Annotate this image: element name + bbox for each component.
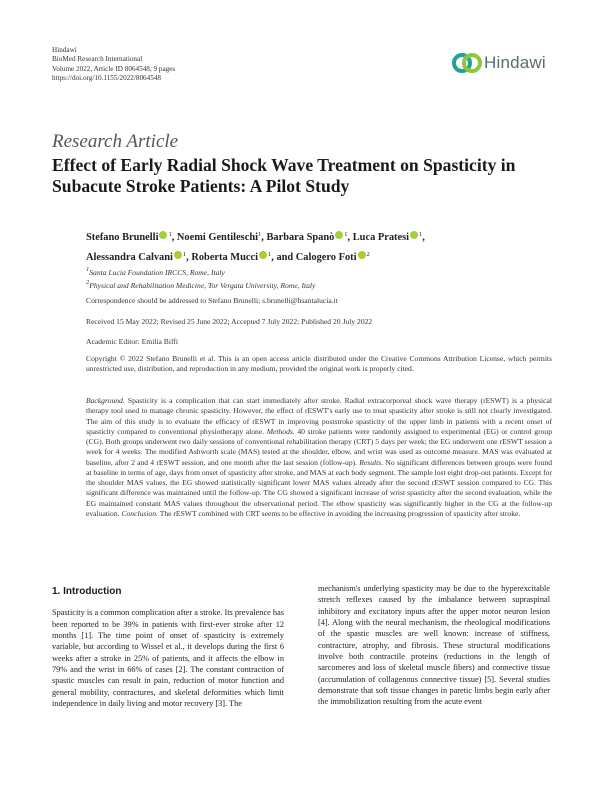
author-separator: , [261,232,267,243]
logo-text: Hindawi [484,53,546,72]
journal-meta [52,46,175,84]
intro-right-column [318,583,550,708]
article-title: Effect of Early Radial Shock Wave Treatment on Spasticity in Subacute Stroke Patients: A Pilot Study [52,155,516,196]
author-affiliation-mark: 1 [419,231,423,238]
author-separator: , [171,232,177,243]
abstract-conclusion-label: Conclusion. [121,508,158,518]
author-name: Luca Pratesi [352,232,410,243]
author-name: Barbara Spanò [266,232,335,243]
academic-editor: Academic Editor: Emilia Biffi [86,337,179,346]
copyright-notice: Copyright © 2022 Stefano Brunelli et al. This is an open access article distributed under the Creative Commons Attribution License, which permits unrestricted use, distribution, and reproduction in any medium, provided the original work is properly cited. [86,354,552,374]
doi-link[interactable]: https://doi.org/10.1155/2022/8064548 [52,74,162,83]
hindawi-logo [452,50,552,78]
author-name: Calogero Foti [295,252,357,263]
abstract-background-label: Background. [86,396,125,405]
journal-name: BioMed Research International [52,55,143,64]
author-separator: , and [271,252,296,263]
author-name: Noemi Gentileschi [176,232,258,243]
orcid-icon[interactable] [159,231,167,239]
abstract-conclusion: The rESWT combined with CRT seems to be effective in avoiding the increasing progression of spasticity after stroke. [157,508,521,518]
abstract-methods-label: Methods. [266,426,295,436]
author-separator: , [422,232,425,243]
author-affiliation-mark: 2 [366,251,370,258]
section-heading: 1. Introduction [52,586,122,597]
author-affiliation-mark: 1 [168,231,172,238]
intro-paragraph-left: Spasticity is a common complication after a stroke. Its prevalence has been reported to be 39% in patients with first-ever stroke after 12 months [1]. The time point of onset of spasticity is extremely variable, but according to Wissel et al., it develops during the first 6 weeks after a stroke in 25% of patients, and it affects the elbow in 79% and the wrist in 66% of cases [2]. The constant contraction of spastic muscles can result in pain, reduction of motor function and general mobility, contractures, and skeletal deformities which limit independence in daily living and motor recovery [3]. The [52,608,284,709]
affiliation-text: Santa Lucia Foundation IRCCS, Rome, Italy [89,268,225,277]
author-name: Stefano Brunelli [86,232,159,243]
author-affiliation-mark: 1 [268,251,272,258]
author-name: Roberta Mucci [191,252,258,263]
orcid-icon[interactable] [335,231,343,239]
intro-left-column [52,586,284,709]
abstract-methods: 40 stroke patients were randomly assigned to experimental (EG) or control group (CG). Both groups underwent two daily sessions of conventional rehabilitation therapy (CRT) 5 days per week; the EG underwent one rESWT session a week for 4 weeks. The modified Ashworth scale (MAS) tested at the shoulder, elbow, and wrist was used as outcome measure. MAS was evaluated at baseline, after 2 and 4 rESWT session, and one month after the last session (follow-up). [86,426,552,467]
author-separator: , [347,232,353,243]
abstract-results: No significant differences between groups were found at baseline in terms of age, days from onset of spasticity after stroke, and MAS at each body segment. The sample lost eight drop-out patients. Except for the shoulder MAS values, the EG showed statistically significant lower MAS values already after the second rESWT session compared to CG. This significant difference was maintained until the follow-up. The CG showed a significant increase of wrist spasticity after the second evaluation, while the EG maintained constant MAS values throughout the observational period. The elbow spasticity was significantly higher in the CG at the follow-up evaluation. [86,457,552,518]
orcid-icon[interactable] [358,251,366,259]
received-dates: Received 15 May 2022; Revised 25 June 2022; Accepted 7 July 2022; Published 20 July 2022 [86,317,373,326]
correspondence: Correspondence should be addressed to Stefano Brunelli; s.brunelli@hsantalucia.it [86,296,338,305]
orcid-icon[interactable] [410,231,418,239]
author-name: Alessandra Calvani [86,252,173,263]
intro-paragraph-right: mechanism's underlying spasticity may be due to the hyperexcitable stretch reflexes caused by the imbalance between supraspinal inhibitory and excitatory inputs after the upper motor neuron lesion [4]. Along with the neural mechanism, the rheological modifications of the spastic muscles are well known: increase of stiffness, contracture, atrophy, and fibrosis. These structural modifications involve both contractile proteins (reductions in the length of sarcomeres and loss of skeletal muscle fibers) and connective tissue (accumulation of collagenous connective tissue) [5]. Several studies demonstrate that soft tissue changes in paretic limbs begin early after the immobilization resulting from the acute event [318,584,550,707]
orcid-icon[interactable] [259,251,267,259]
publisher-name: Hindawi [52,46,77,54]
affiliation-number: 1 [86,266,90,273]
abstract-background: Spasticity is a complication that can start immediately after stroke. Radial extracorporeal shock wave therapy (rESWT) is a physical therapy tool used to manage chronic spasticity. However, the effect of rESWT's early use to treat spasticity after stroke is still not clearly investigated. The aim of this study is to evaluate the efficacy of rESWT in improving poststroke spasticity of the upper limb in patients with a recent onset of spasticity compared to conventional physiotherapy alone. [86,396,552,436]
author-affiliation-mark: 1 [182,251,187,258]
affiliation-text: Physical and Rehabilitation Medicine, Tor Vergata University, Rome, Italy [89,281,316,291]
orcid-icon[interactable] [174,251,182,259]
author-list [86,226,526,266]
abstract-results-label: Results. [359,457,384,467]
author-affiliation-mark: 1 [344,231,348,238]
affiliation-number: 2 [86,279,90,287]
hindawi-logo-icon [452,52,482,74]
affiliations [86,265,552,292]
article-type: Research Article [52,131,179,152]
volume-line: Volume 2022, Article ID 8064548, 9 pages [52,64,176,73]
author-affiliation-mark: 1 [258,231,262,238]
abstract [86,396,552,519]
author-separator: , [186,252,192,263]
